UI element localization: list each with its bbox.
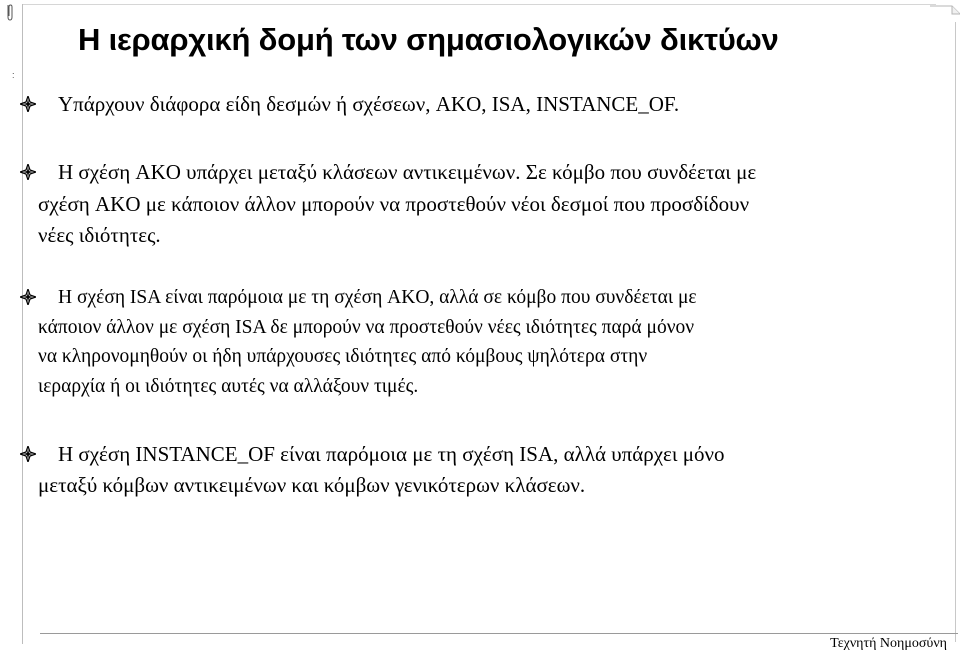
bullet-4 (38, 439, 725, 501)
page-top-border (22, 4, 936, 5)
bullet-3-line-2: κάποιον άλλον με σχέση ISA δε μπορούν να προστεθούν νέες ιδιότητες παρά μόνον (38, 316, 695, 338)
page-corner-fold-icon (930, 0, 960, 30)
diamond-bullet-icon (20, 96, 36, 112)
bullet-3-line-3: να κληρονομηθούν οι ήδη υπάρχουσες ιδιότητες από κόμβους ψηλότερα στην (38, 346, 648, 367)
bullet-2-line-2: σχέση AKO με κάποιον άλλον μπορούν να προστεθούν νέοι δεσμοί που προσδίδουν (38, 191, 750, 216)
bullet-2-line-3: νέες ιδιότητες. (38, 223, 161, 247)
paperclip-icon (4, 2, 16, 22)
bullet-3-line-4: ιεραρχία ή οι ιδιότητες αυτές να αλλάξουν τιμές. (38, 375, 419, 397)
page-right-border (955, 22, 956, 642)
diamond-bullet-icon (20, 289, 36, 305)
bullet-2 (38, 157, 756, 252)
bullet-3-line-1: Η σχέση ISA είναι παρόμοια με τη σχέση AKO, αλλά σε κόμβο που συνδέεται με (58, 287, 697, 308)
bullet-1-line-1: Υπάρχουν διάφορα είδη δεσμών ή σχέσεων, AKO, ISA, INSTANCE_OF. (58, 92, 680, 116)
diamond-bullet-icon (20, 446, 36, 462)
side-mark: : (12, 70, 15, 80)
slide-title: Η ιεραρχική δομή των σημασιολογικών δικτύων (78, 22, 779, 57)
bullet-1 (58, 90, 679, 118)
bullet-4-line-2: μεταξύ κόμβων αντικειμένων και κόμβων γενικότερων κλάσεων. (38, 473, 586, 497)
bullet-3 (38, 283, 697, 401)
footer-course-title: Τεχνητή Νοημοσύνη (830, 636, 947, 651)
footer-divider (40, 633, 958, 634)
bullet-4-line-1: Η σχέση INSTANCE_OF είναι παρόμοια με τη σχέση ISA, αλλά υπάρχει μόνο (58, 442, 725, 466)
diamond-bullet-icon (20, 164, 36, 180)
bullet-2-line-1: Η σχέση AKO υπάρχει μεταξύ κλάσεων αντικειμένων. Σε κόμβο που συνδέεται με (58, 160, 757, 184)
